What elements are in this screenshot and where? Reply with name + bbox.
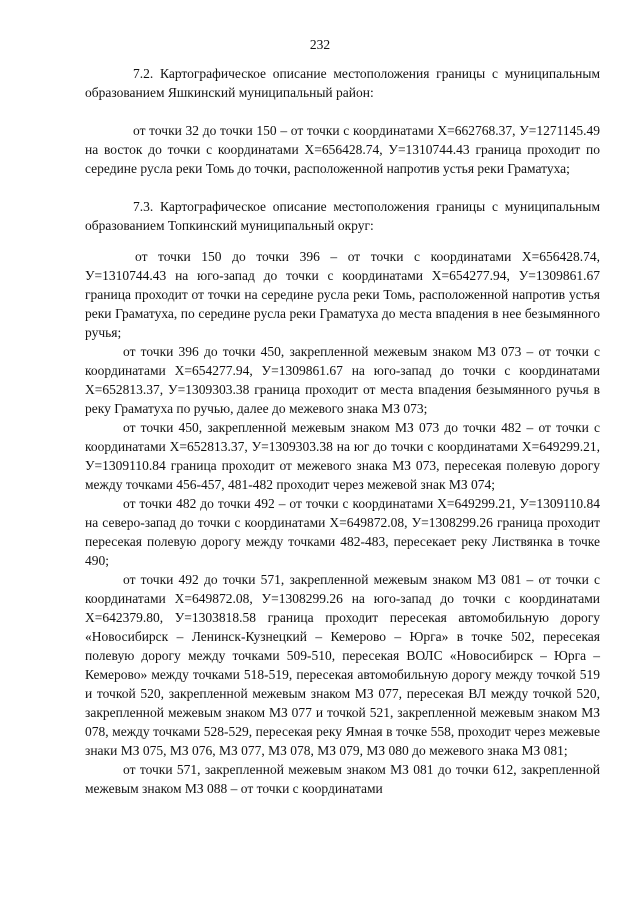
- paragraph: от точки 396 до точки 450, закрепленной межевым знаком МЗ 073 – от точки с координатами X=654277.94, У=1309861.67 на юго-запад до точки с координатами X=652813.37, У=1309303.38 граница проходит от места впадения безымянного ручья в реку Граматуха по ручью, далее до межевого знака МЗ 073;: [85, 344, 600, 416]
- paragraph: от точки 450, закрепленной межевым знаком МЗ 073 до точки 482 – от точки с координатами X=652813.37, У=1309303.38 на юг до точки с координатами X=649299.21, У=1309110.84 граница проходит от межевого знака МЗ 073, пересекая полевую дорогу между точками 456-457, 481-482 проходит через межевой знак МЗ 074;: [85, 420, 600, 492]
- spacer: [85, 235, 600, 247]
- section-heading-7-2: 7.2. Картографическое описание местоположения границы с муниципальным образованием Яшкинский муниципальный район:: [85, 66, 600, 100]
- paragraph: от точки 32 до точки 150 – от точки с координатами X=662768.37, У=1271145.49 на восток до точки с координатами X=656428.74, У=1310744.43 граница проходит по середине русла реки Томь до точки, расположенной напротив устья реки Граматуха;: [85, 123, 600, 176]
- paragraph: от точки 150 до точки 396 – от точки с координатами X=656428.74, У=1310744.43 на юго-запад до точки с координатами X=654277.94, У=1309861.67 граница проходит от точки на середине русла реки Томь, расположенной напротив устья реки Граматуха, по середине русла реки Граматуха до места впадения в нее безымянного ручья;: [85, 249, 600, 340]
- spacer: [85, 178, 600, 197]
- spacer: [85, 102, 600, 121]
- page-number: 232: [309, 37, 331, 52]
- document-body: [85, 64, 600, 798]
- paragraph: от точки 571, закрепленной межевым знаком МЗ 081 до точки 612, закрепленной межевым знаком МЗ 088 – от точки с координатами: [85, 762, 600, 796]
- section-heading-7-3: 7.3. Картографическое описание местоположения границы с муниципальным образованием Топкинский муниципальный округ:: [85, 199, 600, 233]
- paragraph: от точки 492 до точки 571, закрепленной межевым знаком МЗ 081 – от точки с координатами X=649872.08, У=1308299.26 на юго-запад до точки с координатами X=642379.80, У=1303818.58 граница проходит пересекая автомобильную дорогу «Новосибирск – Ленинск-Кузнецкий – Кемерово – Юрга» в точке 502, пересекая полевую дорогу между точками 509-510, пересекая ВОЛС «Новосибирск – Юрга – Кемерово» между точками 518-519, пересекая автомобильную дорогу между точкой 519 и точкой 520, закрепленной межевым знаком МЗ 077, пересекая ВЛ между точкой 520, закрепленной межевым знаком МЗ 077 и точкой 521, закрепленной межевым знаком МЗ 078, между точками 528-529, пересекая реку Ямная в точке 558, проходит через межевые знаки МЗ 075, МЗ 076, МЗ 077, МЗ 078, МЗ 079, МЗ 080 до межевого знака МЗ 081;: [85, 572, 600, 758]
- paragraph: от точки 482 до точки 492 – от точки с координатами X=649299.21, У=1309110.84 на северо-запад до точки с координатами X=649872.08, У=1308299.26 граница проходит пересекая полевую дорогу между точками 482-483, пересекает реку Листвянка в точке 490;: [85, 496, 600, 568]
